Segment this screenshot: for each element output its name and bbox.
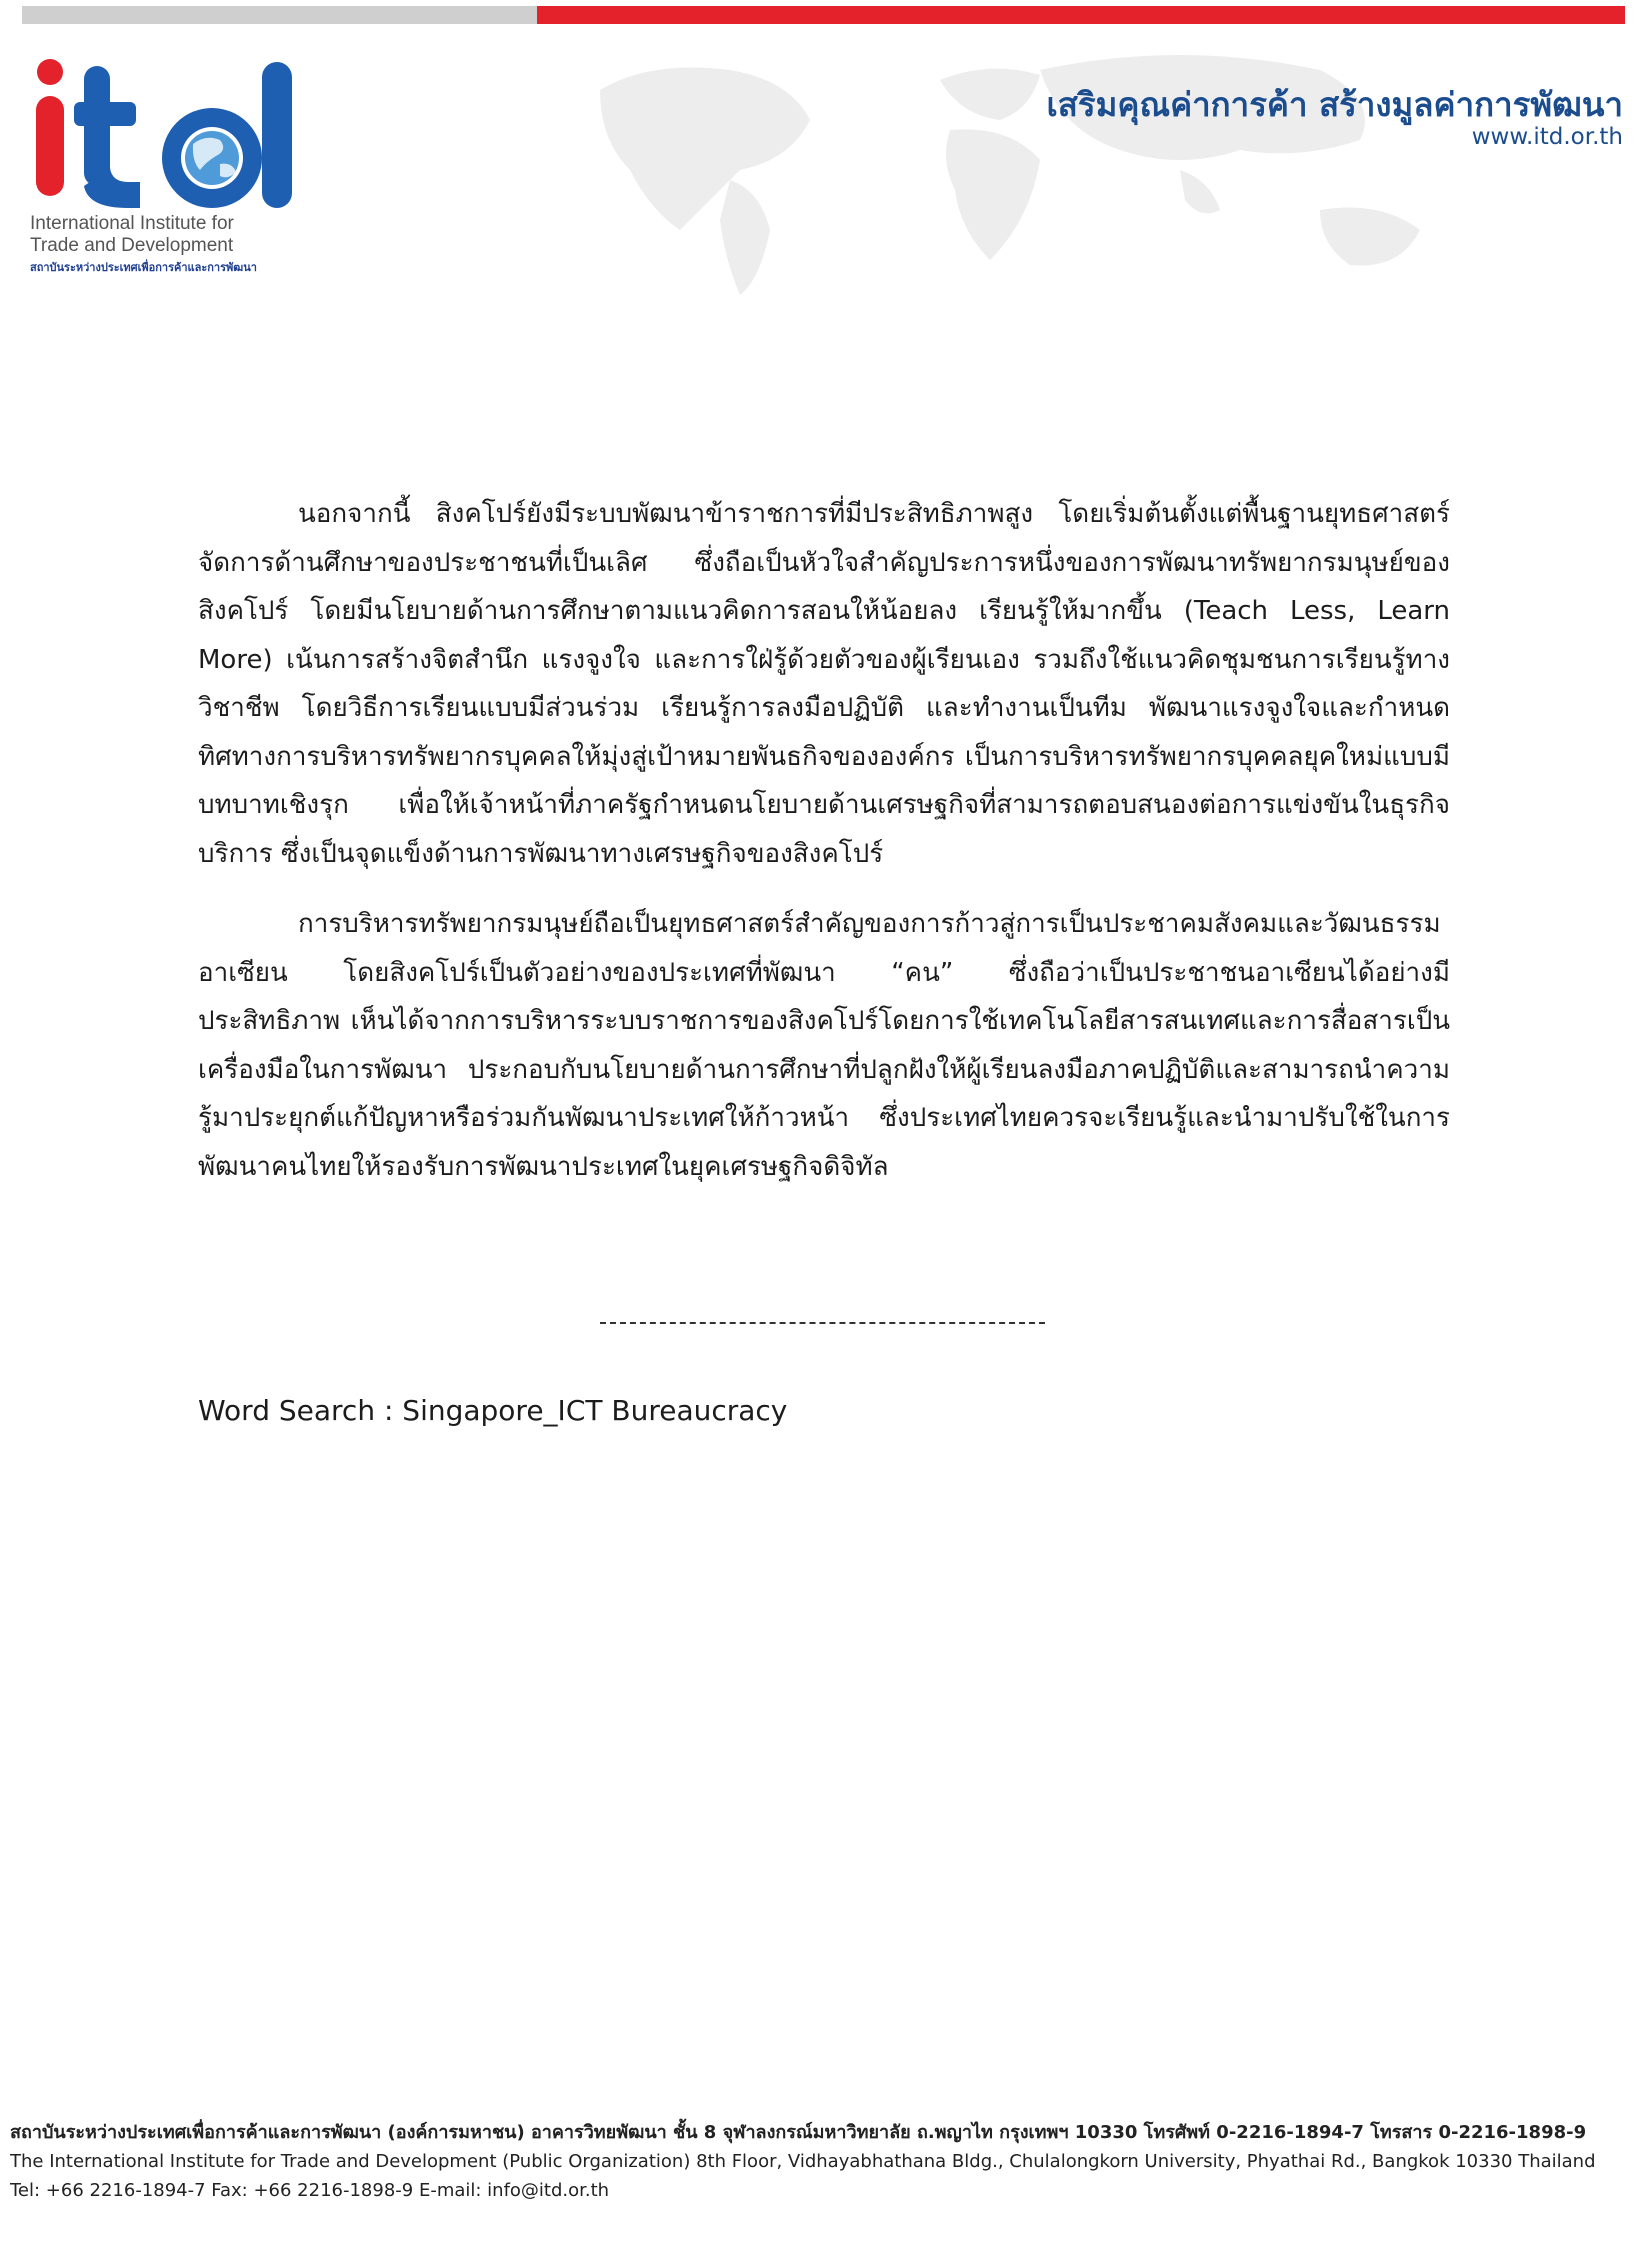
website-link[interactable]: www.itd.or.th bbox=[1471, 124, 1623, 150]
footer-address-english: The International Institute for Trade and Development (Public Organization) 8th Floor, Vidhayabhathana Bldg., Chulalongkorn University, Phyathai Rd., Bangkok 10330 Thailand bbox=[10, 2151, 1596, 2172]
logo-caption-thai: สถาบันระหว่างประเทศเพื่อการค้าและการพัฒนา bbox=[30, 262, 257, 274]
paragraph-1: นอกจากนี้ สิงคโปร์ยังมีระบบพัฒนาข้าราชการที่มีประสิทธิภาพสูง โดยเริ่มต้นตั้งแต่พื้นฐานยุทธศาสตร์จัดการด้านศึกษาของประชาชนที่เป็นเลิศ ซึ่งถือเป็นหัวใจสำคัญประการหนึ่งของการพัฒนาทรัพยากรมนุษย์ของสิงคโปร์ โดยมีนโยบายด้านการศึกษาตามแนวคิดการสอนให้น้อยลง เรียนรู้ให้มากขึ้น (Teach Less, Learn More) เน้นการสร้างจิตสำนึก แรงจูงใจ และการใฝ่รู้ด้วยตัวของผู้เรียนเอง รวมถึงใช้แนวคิดชุมชนการเรียนรู้ทางวิชาชีพ โดยวิธีการเรียนแบบมีส่วนร่วม เรียนรู้การลงมือปฏิบัติ และทำงานเป็นทีม พัฒนาแรงจูงใจและกำหนดทิศทางการบริหารทรัพยากรบุคคลให้มุ่งสู่เป้าหมายพันธกิจขององค์กร เป็นการบริหารทรัพยากรบุคคลยุคใหม่แบบมีบทบาทเชิงรุก เพื่อให้เจ้าหน้าที่ภาครัฐกำหนดนโยบายด้านเศรษฐกิจที่สามารถตอบสนองต่อการแข่งขันในธุรกิจบริการ ซึ่งเป็นจุดแข็งด้านการพัฒนาทางเศรษฐกิจของสิงคโปร์ bbox=[198, 499, 1450, 869]
header-red-bar bbox=[537, 6, 1625, 24]
footer-address-thai: สถาบันระหว่างประเทศเพื่อการค้าและการพัฒนา (องค์การมหาชน) อาคารวิทยพัฒนา ชั้น 8 จุฬาลงกรณ์มหาวิทยาลัย ถ.พญาไท กรุงเทพฯ 10330 โทรศัพท์ 0-2216-1894-7 โทรสาร 0-2216-1898-9 bbox=[10, 2122, 1587, 2143]
header-gray-bar bbox=[22, 6, 537, 24]
logo-caption-line-2: Trade and Development bbox=[30, 235, 234, 256]
word-search-label: Word Search : Singapore_ICT Bureaucracy bbox=[198, 1394, 788, 1427]
slogan: เสริมคุณค่าการค้า สร้างมูลค่าการพัฒนา bbox=[1046, 85, 1623, 124]
logo-caption-line-1: International Institute for bbox=[30, 213, 234, 234]
world-map-background bbox=[560, 30, 1640, 300]
body-text bbox=[198, 490, 1450, 1191]
footer-contact: Tel: +66 2216-1894-7 Fax: +66 2216-1898-9 E-mail: info@itd.or.th bbox=[10, 2180, 610, 2201]
paragraph-2: การบริหารทรัพยากรมนุษย์ถือเป็นยุทธศาสตร์สำคัญของการก้าวสู่การเป็นประชาคมสังคมและวัฒนธรรมอาเซียน โดยสิงคโปร์เป็นตัวอย่างของประเทศที่พัฒนา “คน” ซึ่งถือว่าเป็นประชาชนอาเซียนได้อย่างมีประสิทธิภาพ เห็นได้จากการบริหารระบบราชการของสิงคโปร์โดยการใช้เทคโนโลยีสารสนเทศและการสื่อสารเป็นเครื่องมือในการพัฒนา ประกอบกับนโยบายด้านการศึกษาที่ปลูกฝังให้ผู้เรียนลงมือภาคปฏิบัติและสามารถนำความรู้มาประยุกต์แก้ปัญหาหรือร่วมกันพัฒนาประเทศให้ก้าวหน้า ซึ่งประเทศไทยควรจะเรียนรู้และนำมาปรับใช้ในการพัฒนาคนไทยให้รองรับการพัฒนาประเทศในยุคเศรษฐกิจดิจิทัล bbox=[198, 909, 1450, 1182]
section-divider bbox=[600, 1322, 1045, 1324]
footer bbox=[10, 2118, 1640, 2205]
